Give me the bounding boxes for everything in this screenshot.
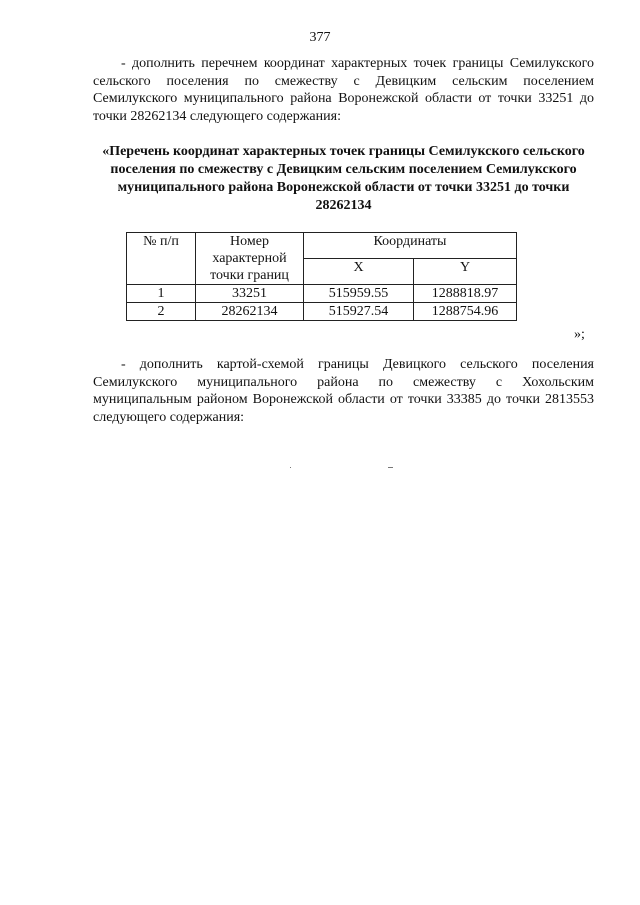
page-number: 377 <box>309 30 331 45</box>
header-point-number: Номер характерной точки границ <box>196 233 304 285</box>
header-y: Y <box>414 259 517 285</box>
paragraph-amend-map <box>93 356 594 426</box>
paragraph-amend-coordinates <box>93 55 594 125</box>
scan-speck <box>388 467 393 468</box>
scan-speck <box>290 467 291 468</box>
table-header-row <box>127 233 517 259</box>
cell-point: 33251 <box>196 285 304 303</box>
table-row <box>127 285 517 303</box>
table-heading: «Перечень координат характерных точек границы Семилукского сельского поселения по смежеству с Девицким сельским поселением Семилукского муниципального района Воронежской области от точки 33251 до точки 28262134 <box>102 144 585 213</box>
paragraph-2-text: - дополнить картой-схемой границы Девицкого сельского поселения Семилукского муниципального района по смежеству с Хохольским муниципальным районом Воронежской области от точки 33385 до точки 2813553 следующего содержания: <box>93 357 594 425</box>
cell-num: 2 <box>127 303 196 321</box>
closing-quote-mark: »; <box>574 327 585 342</box>
paragraph-1-text: - дополнить перечнем координат характерных точек границы Семилукского сельского поселения по смежеству с Девицким сельским поселением Семилукского муниципального района Воронежской области от точки 33251 до точки 28262134 следующего содержания: <box>93 56 594 124</box>
header-num: № п/п <box>127 233 196 285</box>
cell-x: 515927.54 <box>304 303 414 321</box>
coordinates-table <box>126 232 517 321</box>
cell-x: 515959.55 <box>304 285 414 303</box>
cell-num: 1 <box>127 285 196 303</box>
cell-y: 1288754.96 <box>414 303 517 321</box>
table-row <box>127 303 517 321</box>
cell-y: 1288818.97 <box>414 285 517 303</box>
header-x: X <box>304 259 414 285</box>
cell-point: 28262134 <box>196 303 304 321</box>
header-coordinates: Координаты <box>304 233 517 259</box>
